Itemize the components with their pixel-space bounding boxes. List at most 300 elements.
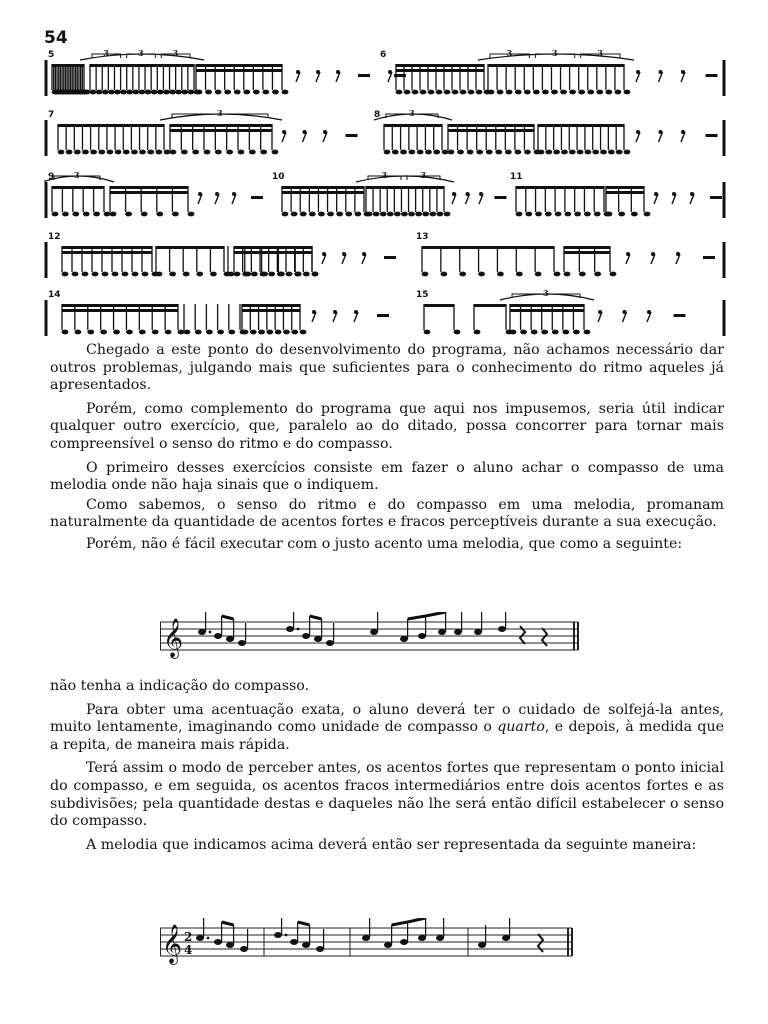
rest-icon xyxy=(384,256,396,259)
note-head xyxy=(594,272,601,277)
note-head xyxy=(123,150,130,155)
note-head xyxy=(525,212,532,217)
note-beam xyxy=(510,309,584,312)
note-head xyxy=(303,272,310,277)
text-block-middle xyxy=(50,678,724,854)
note-head xyxy=(58,150,65,155)
measure-number-7: 7 xyxy=(48,110,55,120)
note-head xyxy=(316,946,324,952)
note-head xyxy=(272,150,279,155)
note-head xyxy=(250,330,257,335)
note-head xyxy=(415,212,422,217)
note-head xyxy=(545,212,552,217)
note-head xyxy=(631,212,638,217)
note-head xyxy=(577,150,584,155)
rest-icon xyxy=(703,256,715,259)
note-head xyxy=(290,939,298,945)
note-head xyxy=(156,272,163,277)
note-head xyxy=(198,629,206,635)
note-head xyxy=(84,90,91,95)
note-head xyxy=(516,212,523,217)
note-head xyxy=(217,330,224,335)
note-head xyxy=(274,932,282,938)
note-head xyxy=(478,942,486,948)
tuplet-label: 3 xyxy=(74,172,80,180)
note-beam xyxy=(564,246,610,249)
note-beam xyxy=(282,186,364,189)
note-head xyxy=(283,330,290,335)
note-head xyxy=(187,90,194,95)
note-head xyxy=(72,212,79,217)
note-dot xyxy=(285,934,288,937)
note-head xyxy=(228,330,235,335)
measure-number-13: 13 xyxy=(416,232,429,242)
note-head xyxy=(102,90,109,95)
note-head xyxy=(132,272,139,277)
note-head xyxy=(400,939,408,945)
note-head xyxy=(514,150,521,155)
note-beam xyxy=(448,129,534,132)
note-head xyxy=(164,150,171,155)
note-head xyxy=(165,330,172,335)
note-beam xyxy=(90,64,194,67)
note-beam xyxy=(422,246,554,249)
note-head xyxy=(156,212,163,217)
note-beam xyxy=(52,64,84,67)
note-head xyxy=(535,272,542,277)
note-head xyxy=(275,330,282,335)
note-beam xyxy=(58,124,164,127)
note-head xyxy=(243,90,250,95)
treble-clef-icon: 𝄞 xyxy=(163,618,184,658)
note-head xyxy=(506,90,513,95)
note-head xyxy=(436,935,444,941)
note-head xyxy=(110,212,117,217)
paragraph-9: A melodia que indicamos acima deverá então ser representada da seguinte maneira: xyxy=(86,836,697,853)
note-head xyxy=(147,150,154,155)
note-head xyxy=(436,90,443,95)
note-head xyxy=(404,90,411,95)
note-head xyxy=(400,150,407,155)
note-head xyxy=(112,272,119,277)
note-head xyxy=(457,150,464,155)
note-head xyxy=(425,150,432,155)
melody-example-unmetered xyxy=(160,612,580,660)
note-head xyxy=(249,150,256,155)
note-head xyxy=(214,939,222,945)
note-head xyxy=(573,330,580,335)
note-head xyxy=(155,150,162,155)
note-beam xyxy=(426,612,446,616)
note-head xyxy=(181,90,188,95)
note-beam xyxy=(196,69,282,72)
note-head xyxy=(83,212,90,217)
note-head xyxy=(488,90,495,95)
note-head xyxy=(478,272,485,277)
note-head xyxy=(183,272,190,277)
note-beam xyxy=(62,246,152,249)
note-head xyxy=(102,272,109,277)
note-head xyxy=(562,330,569,335)
rest-icon xyxy=(706,134,718,137)
tuplet-label: 3 xyxy=(597,50,603,58)
note-beam xyxy=(234,246,312,249)
note-head xyxy=(418,633,426,639)
note-head xyxy=(253,90,260,95)
note-beam xyxy=(156,246,224,249)
paragraph-4: Como sabemos, o senso do ritmo e do compasso em uma melodia, promanam naturalmente da quantidade de acentos fortes e fracos perceptíveis durante a sua execução. xyxy=(50,496,724,531)
note-head xyxy=(181,150,188,155)
note-beam xyxy=(242,309,300,312)
rhythm-line-5 xyxy=(44,290,728,338)
paragraph-3: O primeiro desses exercícios consiste em fazer o aluno achar o compasso de uma melodia onde não haja sinais que o indiquem. xyxy=(50,459,724,494)
note-head xyxy=(205,90,212,95)
note-head xyxy=(87,330,94,335)
note-head xyxy=(384,150,391,155)
note-head xyxy=(300,330,307,335)
note-head xyxy=(440,272,447,277)
note-head xyxy=(309,212,316,217)
note-beam xyxy=(170,124,272,127)
note-head xyxy=(107,150,114,155)
note-head xyxy=(139,330,146,335)
note-head xyxy=(115,150,122,155)
note-head xyxy=(192,150,199,155)
note-beam xyxy=(62,309,178,312)
note-head xyxy=(312,272,319,277)
note-head xyxy=(157,90,164,95)
note-head xyxy=(396,90,403,95)
rest-icon xyxy=(495,196,507,199)
note-head xyxy=(152,330,159,335)
treble-clef-icon: 𝄞 xyxy=(162,924,183,964)
tuplet-label: 3 xyxy=(103,50,109,58)
note-head xyxy=(224,90,231,95)
note-head xyxy=(66,150,73,155)
note-head xyxy=(394,212,401,217)
note-head xyxy=(242,330,249,335)
rest-icon xyxy=(346,134,358,137)
paragraph-7-end: , e depois, à medida que a repita, de maneira mais rápida. xyxy=(50,719,724,753)
note-head xyxy=(145,90,152,95)
melody-staff xyxy=(160,612,580,660)
note-head xyxy=(82,150,89,155)
note-head xyxy=(454,629,462,635)
note-beam xyxy=(222,616,234,619)
note-head xyxy=(215,150,222,155)
note-beam xyxy=(564,251,610,254)
note-head xyxy=(228,272,235,277)
note-head xyxy=(516,272,523,277)
note-beam xyxy=(488,64,624,67)
note-head xyxy=(294,272,301,277)
note-beam xyxy=(392,922,408,925)
note-head xyxy=(286,626,294,632)
note-head xyxy=(497,90,504,95)
note-beam xyxy=(170,129,272,132)
note-head xyxy=(238,150,245,155)
note-head xyxy=(169,90,176,95)
time-signature-bottom: 4 xyxy=(184,943,193,957)
note-head xyxy=(188,212,195,217)
note-head xyxy=(608,150,615,155)
note-head xyxy=(554,272,561,277)
note-beam xyxy=(448,124,534,127)
note-head xyxy=(93,212,100,217)
tuplet-label: 3 xyxy=(506,50,513,58)
note-beam xyxy=(384,124,442,127)
note-beam xyxy=(516,186,604,189)
note-beam xyxy=(396,69,484,72)
note-head xyxy=(272,90,279,95)
note-head xyxy=(585,150,592,155)
note-head xyxy=(454,330,461,335)
note-head xyxy=(476,150,483,155)
note-head xyxy=(90,150,97,155)
measure-number-12: 12 xyxy=(48,232,61,242)
note-head xyxy=(569,150,576,155)
note-dot xyxy=(207,937,210,940)
note-beam xyxy=(110,186,188,189)
note-head xyxy=(505,150,512,155)
note-head xyxy=(302,633,310,639)
note-head xyxy=(408,150,415,155)
note-head xyxy=(535,212,542,217)
note-head xyxy=(175,90,182,95)
note-head xyxy=(62,272,69,277)
note-head xyxy=(542,90,549,95)
note-head xyxy=(196,90,203,95)
tuplet-label: 3 xyxy=(138,50,144,58)
note-head xyxy=(336,212,343,217)
note-head xyxy=(291,330,298,335)
note-head xyxy=(242,272,249,277)
time-signature-top: 2 xyxy=(184,930,193,944)
note-head xyxy=(624,90,631,95)
paragraph-1: Chegado a este ponto do desenvolvimento do programa, não achamos necessário dar outros problemas, julgando mais que suficientes para o conhecimento do ritmo aqueles já apresentados. xyxy=(50,342,724,394)
rest-icon xyxy=(377,314,389,317)
note-head xyxy=(170,150,177,155)
note-beam xyxy=(366,186,444,189)
note-head xyxy=(72,272,79,277)
tuplet-label: 3 xyxy=(172,50,179,58)
note-beam xyxy=(474,304,506,307)
note-head xyxy=(442,150,449,155)
rhythm-notation xyxy=(44,50,728,98)
note-head xyxy=(452,90,459,95)
note-head xyxy=(151,90,158,95)
note-head xyxy=(408,212,415,217)
note-beam xyxy=(52,186,104,189)
rhythm-line-2 xyxy=(44,110,728,158)
note-head xyxy=(108,90,115,95)
note-head xyxy=(234,90,241,95)
tuplet-label: 3 xyxy=(552,50,558,58)
rest-icon xyxy=(706,74,718,77)
note-head xyxy=(260,150,267,155)
note-head xyxy=(234,272,241,277)
note-head xyxy=(502,935,510,941)
note-head xyxy=(206,330,213,335)
note-head xyxy=(579,272,586,277)
note-head xyxy=(584,330,591,335)
note-head xyxy=(400,636,408,642)
tuplet-label: 3 xyxy=(217,110,223,118)
note-head xyxy=(240,946,248,952)
note-head xyxy=(262,90,269,95)
note-head xyxy=(251,272,258,277)
note-head xyxy=(196,935,204,941)
note-head xyxy=(282,212,289,217)
note-head xyxy=(366,212,373,217)
note-head xyxy=(215,90,222,95)
note-head xyxy=(468,90,475,95)
note-beam xyxy=(234,251,312,254)
note-head xyxy=(618,212,625,217)
note-head xyxy=(74,330,81,335)
note-head xyxy=(486,150,493,155)
note-beam xyxy=(396,64,484,67)
note-head xyxy=(424,330,431,335)
note-head xyxy=(163,90,170,95)
note-head xyxy=(584,212,591,217)
note-head xyxy=(524,90,531,95)
note-beam xyxy=(606,186,644,189)
note-head xyxy=(422,272,429,277)
note-head xyxy=(422,212,429,217)
note-head xyxy=(460,90,467,95)
rhythm-notation xyxy=(44,110,728,158)
note-head xyxy=(616,150,623,155)
note-head xyxy=(615,90,622,95)
note-head xyxy=(545,150,552,155)
note-head xyxy=(314,636,322,642)
note-beam xyxy=(510,304,584,307)
rest-icon xyxy=(251,196,263,199)
note-head xyxy=(551,90,558,95)
note-head xyxy=(258,330,265,335)
note-head xyxy=(195,330,202,335)
note-beam xyxy=(62,251,152,254)
note-head xyxy=(62,212,69,217)
note-beam xyxy=(282,191,364,194)
melody-example-metered xyxy=(160,918,580,966)
measure-number-11: 11 xyxy=(510,172,523,182)
note-head xyxy=(172,212,179,217)
note-beam xyxy=(242,304,300,307)
note-head xyxy=(370,629,378,635)
note-head xyxy=(98,150,105,155)
note-head xyxy=(610,272,617,277)
note-head xyxy=(302,942,310,948)
note-head xyxy=(520,330,527,335)
note-beam xyxy=(298,922,310,925)
note-head xyxy=(538,150,545,155)
note-head xyxy=(533,90,540,95)
note-head xyxy=(561,150,568,155)
note-head xyxy=(113,330,120,335)
tuplet-label: 3 xyxy=(543,290,549,298)
note-head xyxy=(345,212,352,217)
note-head xyxy=(139,90,146,95)
note-head xyxy=(510,330,517,335)
note-head xyxy=(387,212,394,217)
note-head xyxy=(214,633,222,639)
note-head xyxy=(362,935,370,941)
note-head xyxy=(420,90,427,95)
note-head xyxy=(560,90,567,95)
paragraph-7-emphasis: quarto xyxy=(497,719,545,736)
paragraph-6: não tenha a indicação do compasso. xyxy=(50,678,310,694)
note-head xyxy=(418,935,426,941)
note-head xyxy=(74,150,81,155)
rhythm-line-1 xyxy=(44,50,728,98)
note-head xyxy=(555,212,562,217)
note-head xyxy=(169,272,176,277)
note-head xyxy=(444,212,451,217)
note-head xyxy=(448,150,455,155)
note-beam xyxy=(110,191,188,194)
tuplet-label: 3 xyxy=(381,172,388,180)
note-head xyxy=(52,212,59,217)
note-head xyxy=(142,272,149,277)
note-head xyxy=(605,90,612,95)
note-head xyxy=(624,150,631,155)
note-head xyxy=(204,150,211,155)
paragraph-5: Porém, não é fácil executar com o justo acento uma melodia, que como a seguinte: xyxy=(86,535,683,552)
note-beam xyxy=(196,64,282,67)
note-head xyxy=(594,212,601,217)
note-head xyxy=(459,272,466,277)
note-head xyxy=(564,272,571,277)
note-beam xyxy=(222,922,234,925)
note-head xyxy=(268,272,275,277)
note-head xyxy=(592,150,599,155)
rhythm-notation xyxy=(44,172,728,220)
measure-number-6: 6 xyxy=(380,50,387,60)
measure-number-15: 15 xyxy=(416,290,429,300)
note-head xyxy=(476,90,483,95)
note-head xyxy=(444,90,451,95)
note-head xyxy=(644,212,651,217)
note-head xyxy=(380,212,387,217)
note-head xyxy=(114,90,121,95)
note-head xyxy=(266,330,273,335)
note-head xyxy=(318,212,325,217)
note-beam xyxy=(538,124,624,127)
note-head xyxy=(578,90,585,95)
note-head xyxy=(564,212,571,217)
note-head xyxy=(552,330,559,335)
rest-icon xyxy=(710,196,722,199)
note-head xyxy=(467,150,474,155)
note-head xyxy=(125,212,132,217)
note-head xyxy=(277,272,284,277)
note-beam xyxy=(408,918,426,922)
note-beam xyxy=(310,616,322,619)
note-head xyxy=(433,150,440,155)
rhythm-line-4 xyxy=(44,232,728,280)
note-head xyxy=(131,150,138,155)
tie-arc xyxy=(356,176,454,182)
note-beam xyxy=(606,191,644,194)
paragraph-2: Porém, como complemento do programa que aqui nos impusemos, seria útil indicar qualquer outro exercício, que, paralelo ao do ditado, possa concorrer para tornar mais compreensível o senso do ritmo e do compasso. xyxy=(50,400,724,452)
rhythm-line-3 xyxy=(44,172,728,220)
paragraph-7-start: Para obter uma acentuação exata, o aluno deverá ter o cuidado de solfejá-la antes, muito lentamente, imaginando como unidade de compasso o xyxy=(50,701,724,736)
paragraph-8: Terá assim o modo de perceber antes, os acentos fortes que representam o ponto inicial do compasso, e em seguida, os acentos fracos intermediários entre dois acentos fortes e as subdivisões; pela quantidade destas e daqueles não lhe será então difícil estabelecer o senso do compasso. xyxy=(50,760,724,830)
note-head xyxy=(226,636,234,642)
note-head xyxy=(100,330,107,335)
